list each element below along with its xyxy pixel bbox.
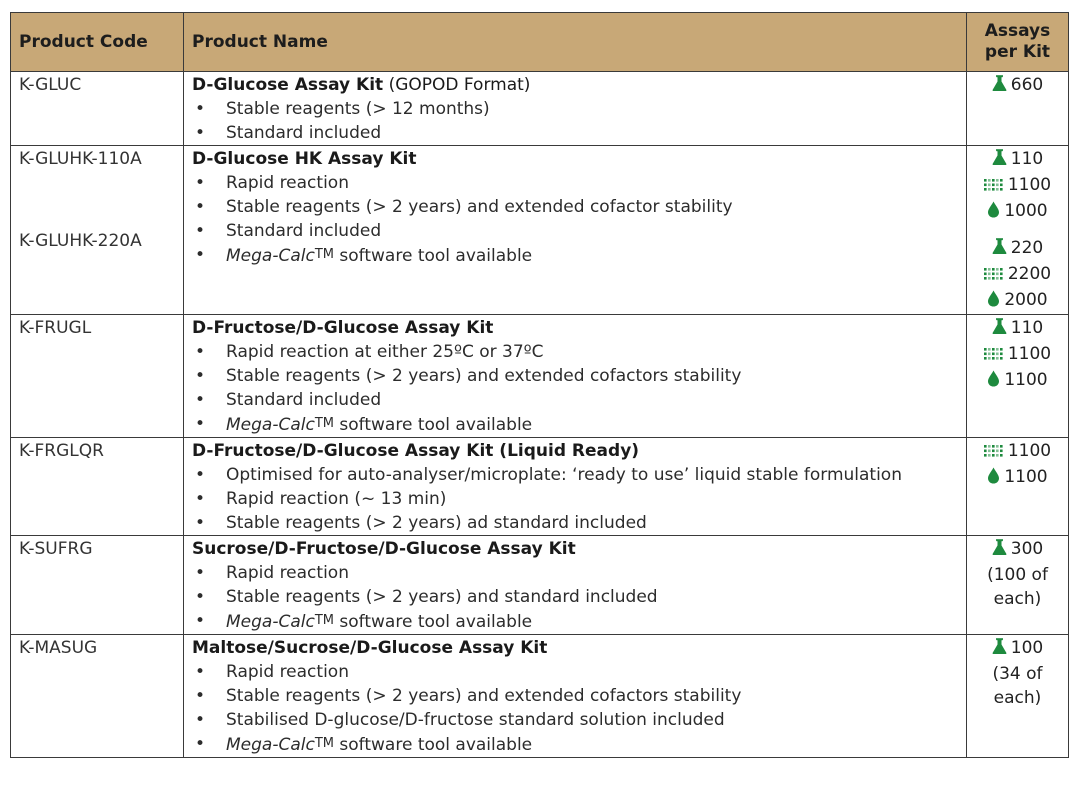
bullet-marker: • — [195, 734, 206, 754]
feature-text: Standard included — [226, 123, 382, 143]
flask-icon — [992, 149, 1007, 173]
feature-item — [192, 487, 958, 511]
bullet-marker: • — [195, 513, 206, 533]
bullet-marker: • — [195, 686, 206, 706]
product-code-cell — [11, 536, 184, 635]
assay-value: 1100 — [1007, 441, 1052, 461]
product-name-bold: D-Fructose/D-Glucose Assay Kit (Liquid Ready) — [192, 441, 640, 461]
assay-count — [969, 368, 1066, 394]
table-row — [11, 635, 1069, 758]
microplate-icon — [984, 175, 1004, 199]
assay-count — [969, 537, 1066, 563]
feature-item — [192, 660, 958, 684]
table-row — [11, 438, 1069, 536]
feature-text: Rapid reaction — [226, 563, 349, 583]
assay-value: 100 — [1010, 638, 1044, 658]
header-product-name: Product Name — [184, 13, 967, 72]
assay-note: (34 of — [992, 664, 1043, 684]
bullet-marker: • — [195, 710, 206, 730]
trademark-mark: TM — [314, 247, 334, 262]
trademark-mark: TM — [314, 736, 334, 751]
feature-item — [192, 585, 958, 609]
assay-value: 1100 — [1007, 175, 1052, 195]
feature-item — [192, 219, 958, 243]
trademark-mark: TM — [314, 416, 334, 431]
product-code-cell — [11, 635, 184, 758]
feature-item — [192, 684, 958, 708]
feature-list — [192, 660, 958, 757]
microplate-icon — [984, 344, 1004, 368]
assay-value: 1100 — [1004, 467, 1048, 487]
flask-icon — [992, 638, 1007, 662]
assay-count — [969, 465, 1066, 491]
flask-icon — [992, 539, 1007, 563]
product-table-container — [10, 12, 1068, 758]
feature-item — [192, 97, 958, 121]
flask-icon — [992, 75, 1007, 99]
feature-list — [192, 171, 958, 268]
assay-count — [969, 73, 1066, 99]
table-header-row — [11, 13, 1069, 72]
feature-item — [192, 195, 958, 219]
table-row — [11, 315, 1069, 438]
microplate-icon — [984, 264, 1004, 288]
bullet-marker: • — [195, 99, 206, 119]
feature-text: Standard included — [226, 221, 382, 241]
product-code: K-GLUHK-220A — [19, 231, 142, 251]
assay-count — [969, 262, 1066, 288]
feature-text: Stable reagents (> 2 years) ad standard included — [226, 513, 647, 533]
feature-text: Standard included — [226, 390, 382, 410]
product-table — [10, 12, 1069, 758]
assay-value: 1100 — [1007, 344, 1052, 364]
assay-count — [969, 316, 1066, 342]
assay-value: 220 — [1010, 238, 1044, 258]
assay-count — [969, 147, 1066, 173]
feature-text: Stable reagents (> 12 months) — [226, 99, 490, 119]
assay-gap — [969, 225, 1066, 236]
feature-text: Stable reagents (> 2 years) and extended cofactor stability — [226, 197, 733, 217]
bullet-marker: • — [195, 563, 206, 583]
assay-count — [969, 342, 1066, 368]
assay-value: 2200 — [1007, 264, 1052, 284]
feature-text: Stabilised D-glucose/D-fructose standard solution included — [226, 710, 725, 730]
product-name-cell — [184, 536, 967, 635]
bullet-marker: • — [195, 197, 206, 217]
feature-text: Optimised for auto-analyser/microplate: ‘ready to use’ liquid stable formulation — [226, 465, 902, 485]
code-spacer — [19, 171, 175, 229]
assays-cell — [967, 146, 1069, 315]
assay-value: 660 — [1010, 75, 1044, 95]
product-name-bold: D-Glucose Assay Kit — [192, 75, 384, 95]
product-name-bold: Maltose/Sucrose/D-Glucose Assay Kit — [192, 638, 548, 658]
feature-item-megacalc — [192, 609, 958, 634]
megacalc-text: software tool available — [334, 415, 533, 435]
assays-cell — [967, 536, 1069, 635]
feature-text: Rapid reaction — [226, 662, 349, 682]
megacalc-text: software tool available — [334, 246, 533, 266]
feature-item — [192, 463, 958, 487]
megacalc-name: Mega-Calc — [226, 612, 315, 632]
assays-cell — [967, 438, 1069, 536]
product-name — [192, 636, 958, 660]
product-code-cell — [11, 438, 184, 536]
megacalc-text: software tool available — [334, 612, 533, 632]
feature-text: Stable reagents (> 2 years) and standard included — [226, 587, 658, 607]
feature-list — [192, 463, 958, 535]
feature-item-megacalc — [192, 243, 958, 268]
bullet-marker: • — [195, 489, 206, 509]
assay-count — [969, 173, 1066, 199]
header-product-code: Product Code — [11, 13, 184, 72]
product-code: K-FRGLQR — [19, 441, 104, 461]
feature-text: Stable reagents (> 2 years) and extended cofactors stability — [226, 366, 742, 386]
table-row — [11, 72, 1069, 146]
bullet-marker: • — [195, 611, 206, 631]
product-code: K-GLUC — [19, 75, 82, 95]
product-code: K-MASUG — [19, 638, 98, 658]
product-code-cell — [11, 315, 184, 438]
bullet-marker: • — [195, 465, 206, 485]
bullet-marker: • — [195, 366, 206, 386]
feature-list — [192, 340, 958, 437]
bullet-marker: • — [195, 221, 206, 241]
megacalc-name: Mega-Calc — [226, 415, 315, 435]
feature-item — [192, 388, 958, 412]
drop-icon — [987, 370, 1000, 394]
product-name — [192, 439, 958, 463]
product-code-cell — [11, 146, 184, 315]
drop-icon — [987, 201, 1000, 225]
assay-note: each) — [993, 688, 1042, 708]
product-name-cell — [184, 635, 967, 758]
product-name — [192, 537, 958, 561]
bullet-marker: • — [195, 123, 206, 143]
product-code: K-GLUHK-110A — [19, 149, 142, 169]
table-body — [11, 72, 1069, 758]
feature-item — [192, 708, 958, 732]
product-code: K-FRUGL — [19, 318, 92, 338]
feature-text: Rapid reaction (~ 13 min) — [226, 489, 447, 509]
assays-cell — [967, 72, 1069, 146]
product-code: K-SUFRG — [19, 539, 93, 559]
assays-cell — [967, 635, 1069, 758]
bullet-marker: • — [195, 414, 206, 434]
assay-count — [969, 199, 1066, 225]
bullet-marker: • — [195, 390, 206, 410]
feature-item — [192, 511, 958, 535]
assay-value: 2000 — [1004, 290, 1048, 310]
product-name — [192, 316, 958, 340]
assay-note: each) — [993, 589, 1042, 609]
flask-icon — [992, 238, 1007, 262]
feature-item — [192, 364, 958, 388]
product-name-bold: Sucrose/D-Fructose/D-Glucose Assay Kit — [192, 539, 576, 559]
bullet-marker: • — [195, 245, 206, 265]
feature-item-megacalc — [192, 412, 958, 437]
feature-item — [192, 340, 958, 364]
feature-item — [192, 561, 958, 585]
megacalc-name: Mega-Calc — [226, 735, 315, 755]
bullet-marker: • — [195, 342, 206, 362]
bullet-marker: • — [195, 662, 206, 682]
header-assays-per-kit — [967, 13, 1069, 72]
table-row — [11, 146, 1069, 315]
feature-item-megacalc — [192, 732, 958, 757]
assay-count — [969, 288, 1066, 314]
flask-icon — [992, 318, 1007, 342]
megacalc-name: Mega-Calc — [226, 246, 315, 266]
assay-value: 1000 — [1004, 201, 1048, 221]
megacalc-text: software tool available — [334, 735, 533, 755]
trademark-mark: TM — [314, 613, 334, 628]
bullet-marker: • — [195, 173, 206, 193]
assay-count — [969, 236, 1066, 262]
product-name-cell — [184, 72, 967, 146]
drop-icon — [987, 467, 1000, 491]
feature-text: Rapid reaction at either 25ºC or 37ºC — [226, 342, 544, 362]
product-name-cell — [184, 146, 967, 315]
product-name-bold: D-Fructose/D-Glucose Assay Kit — [192, 318, 494, 338]
header-assays-line2: per Kit — [984, 42, 1051, 62]
assay-value: 110 — [1010, 318, 1044, 338]
microplate-icon — [984, 441, 1004, 465]
bullet-marker: • — [195, 587, 206, 607]
table-row — [11, 536, 1069, 635]
assay-count — [969, 636, 1066, 662]
product-name-bold: D-Glucose HK Assay Kit — [192, 149, 417, 169]
product-name-cell — [184, 315, 967, 438]
feature-item — [192, 121, 958, 145]
product-name-cell — [184, 438, 967, 536]
product-name — [192, 73, 958, 97]
feature-item — [192, 171, 958, 195]
assay-value: 110 — [1010, 149, 1044, 169]
product-name — [192, 147, 958, 171]
assays-cell — [967, 315, 1069, 438]
assay-value: 300 — [1010, 539, 1044, 559]
assay-count — [969, 439, 1066, 465]
product-name-suffix: (GOPOD Format) — [383, 75, 531, 95]
feature-list — [192, 97, 958, 145]
product-code-cell — [11, 72, 184, 146]
drop-icon — [987, 290, 1000, 314]
feature-text: Stable reagents (> 2 years) and extended cofactors stability — [226, 686, 742, 706]
feature-list — [192, 561, 958, 634]
header-assays-line1: Assays — [984, 21, 1051, 41]
assay-value: 1100 — [1004, 370, 1048, 390]
assay-note: (100 of — [987, 565, 1048, 585]
feature-text: Rapid reaction — [226, 173, 349, 193]
